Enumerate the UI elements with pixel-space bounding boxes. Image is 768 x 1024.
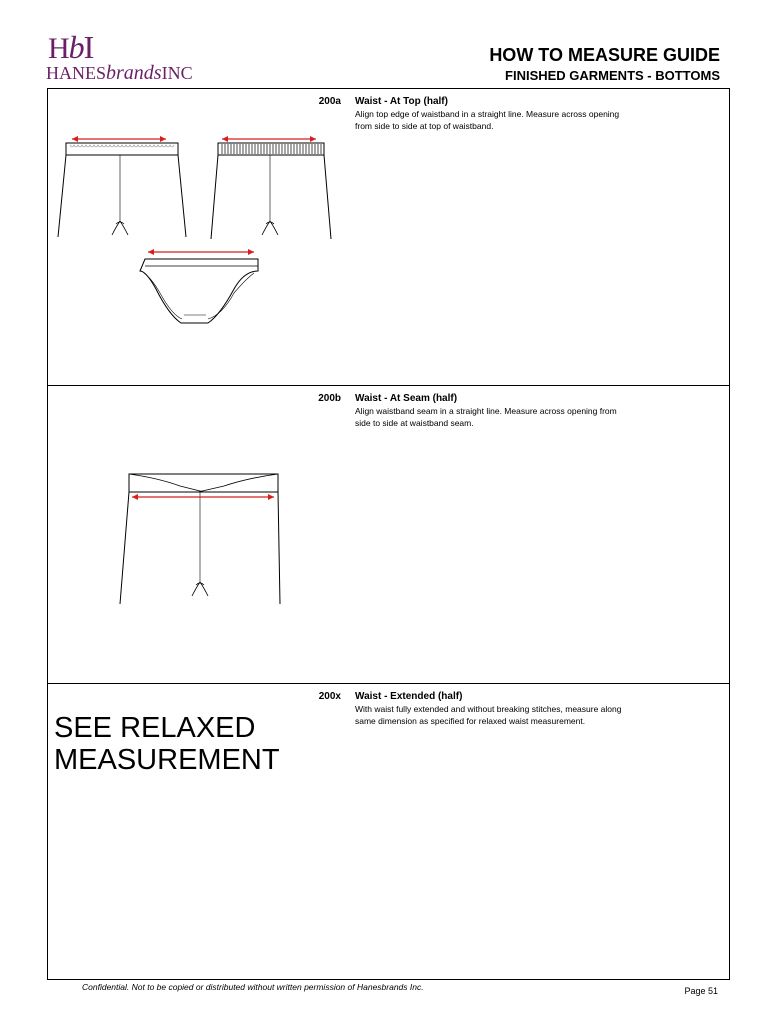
section-description: Align waistband seam in a straight line. Measure across opening from side to side at waistband seam. xyxy=(355,406,617,428)
page-subtitle: FINISHED GARMENTS - BOTTOMS xyxy=(505,68,720,83)
crossover-waist-pants-icon xyxy=(48,386,731,684)
wordmark-inc: INC xyxy=(161,63,193,83)
hanesbrands-wordmark xyxy=(46,63,193,83)
logo-h: H xyxy=(48,32,69,65)
page-title: HOW TO MEASURE GUIDE xyxy=(489,45,720,65)
hbi-logo-mark xyxy=(48,31,93,64)
brief-underwear-icon xyxy=(48,89,731,386)
confidential-notice: Confidential. Not to be copied or distributed without written permission of Hanesbrands Inc. xyxy=(82,982,424,992)
section-200a xyxy=(48,89,729,386)
wordmark-brands: brands xyxy=(106,62,162,84)
page-number: Page 51 xyxy=(684,986,718,996)
section-code: 200x xyxy=(318,691,341,702)
section-heading: Waist - At Seam (half) xyxy=(355,393,458,404)
section-description: With waist fully extended and without breaking stitches, measure along same dimension as specified for relaxed waist measurement. xyxy=(355,704,622,726)
section-200b xyxy=(48,386,729,684)
section-description: Align top edge of waistband in a straight line. Measure across opening from side to side at top of waistband. xyxy=(355,109,620,131)
see-relaxed-note: SEE RELAXED MEASUREMENT xyxy=(54,712,280,776)
section-code: 200a xyxy=(318,96,341,107)
measure-guide-table xyxy=(47,88,730,980)
section-heading: Waist - At Top (half) xyxy=(355,96,448,107)
wordmark-hanes: HANES xyxy=(46,63,107,83)
section-200x xyxy=(48,684,729,979)
section-code: 200b xyxy=(318,393,341,404)
section-heading: Waist - Extended (half) xyxy=(355,691,463,702)
logo-i: I xyxy=(83,29,94,65)
logo-b: b xyxy=(68,29,84,65)
